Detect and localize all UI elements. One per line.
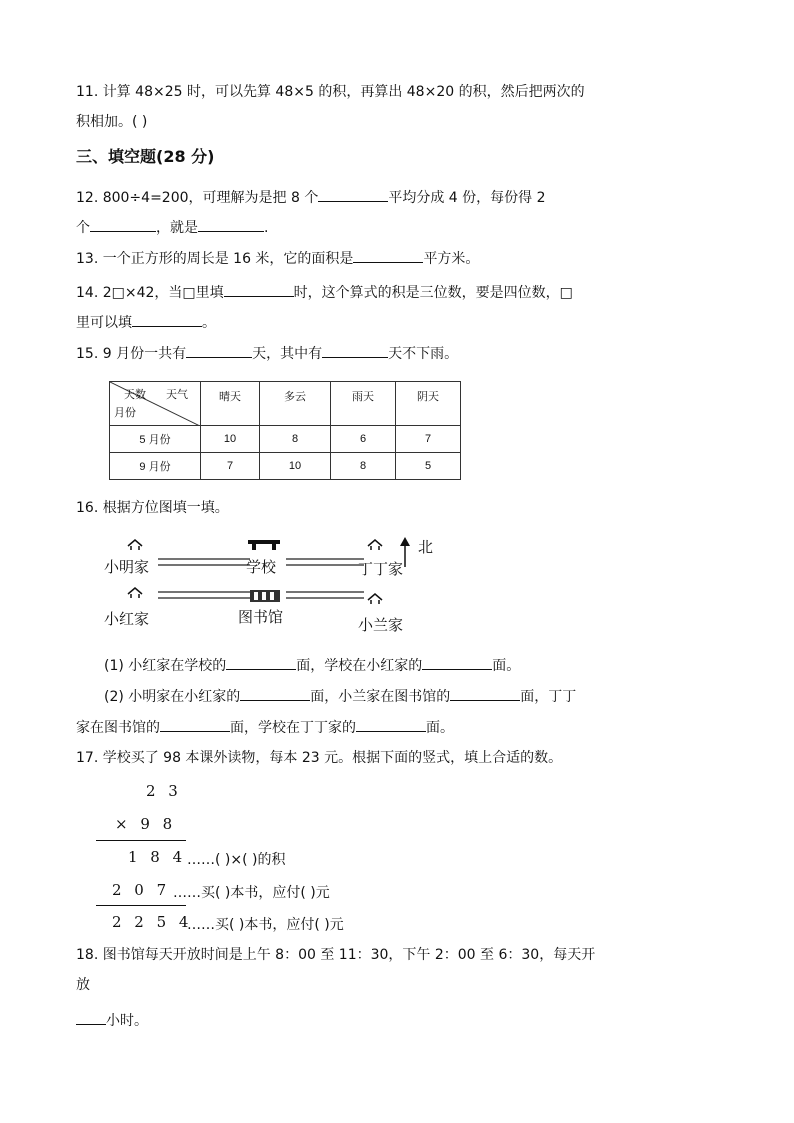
map-label-north: 北 <box>418 539 434 556</box>
q16-title: 16. 根据方位图填一填。 <box>76 500 229 516</box>
q14-text-3: 里可以填 <box>76 315 132 331</box>
q12-text-3: 个 <box>76 220 90 236</box>
q16-s2-text-5: 面，学校在丁丁家的 <box>230 720 356 736</box>
table-header: 多云 <box>260 382 331 426</box>
q13-line <box>76 248 479 268</box>
answer-blank[interactable] <box>422 655 492 670</box>
q15-text-2: 天，其中有 <box>252 346 323 362</box>
q16-s1-text-1: (1) 小红家在学校的 <box>104 658 227 674</box>
q15-text-1: 15. 9 月份一共有 <box>76 346 187 362</box>
q17-title: 17. 学校买了 98 本课外读物，每本 23 元。根据下面的竖式，填上合适的数。 <box>76 750 563 766</box>
q18-line3 <box>76 1010 148 1030</box>
table-cell: 6 <box>331 426 396 453</box>
calc-row-3: 1 8 4 <box>128 848 187 866</box>
calc-row-5: 2 2 5 4 <box>112 913 193 931</box>
calc-row-2: × 9 8 <box>115 815 177 833</box>
table-cell: 10 <box>260 453 331 480</box>
q16-sub2-line1 <box>104 686 576 706</box>
q18-line2: 放 <box>76 977 90 993</box>
q13-text-2: 平方米。 <box>423 251 480 267</box>
q12-text-5: . <box>264 220 269 236</box>
table-cell: 5 <box>396 453 461 480</box>
q14-text-1: 14. 2□×42，当□里填 <box>76 285 224 301</box>
answer-blank[interactable] <box>198 217 264 232</box>
answer-blank[interactable] <box>226 655 296 670</box>
direction-map <box>100 532 440 642</box>
q18-text-3: 小时。 <box>106 1013 148 1029</box>
table-cell: 10 <box>201 426 260 453</box>
answer-blank[interactable] <box>132 312 202 327</box>
answer-blank[interactable] <box>160 717 230 732</box>
answer-blank[interactable] <box>240 686 310 701</box>
q16-s2-text-6: 面。 <box>426 720 454 736</box>
map-label-school: 学校 <box>246 559 277 576</box>
table-row <box>110 426 461 453</box>
table-cell-month: 9 月份 <box>110 453 201 480</box>
q14-text-4: 。 <box>202 315 216 331</box>
q14-line2 <box>76 312 216 332</box>
answer-blank[interactable] <box>322 343 388 358</box>
table-corner-cell <box>110 382 201 426</box>
table-cell: 7 <box>201 453 260 480</box>
weather-table <box>109 381 461 480</box>
calc-divider <box>96 840 186 841</box>
q13-text-1: 13. 一个正方形的周长是 16 米，它的面积是 <box>76 251 354 267</box>
table-cell-month: 5 月份 <box>110 426 201 453</box>
answer-blank[interactable] <box>224 282 294 297</box>
q11-line1: 11. 计算 48×25 时，可以先算 48×5 的积，再算出 48×20 的积，然后把两次的 <box>76 84 585 100</box>
q16-s2-text-3: 面，丁丁 <box>520 689 577 705</box>
answer-blank[interactable] <box>90 217 156 232</box>
answer-blank[interactable] <box>450 686 520 701</box>
map-label-library: 图书馆 <box>238 609 284 626</box>
table-header: 阴天 <box>396 382 461 426</box>
map-label-xiaolan: 小兰家 <box>358 617 404 634</box>
q16-s2-text-4: 家在图书馆的 <box>76 720 160 736</box>
q12-text-2: 平均分成 4 份，每份得 2 <box>388 190 546 206</box>
q16-s1-text-2: 面，学校在小红家的 <box>296 658 423 674</box>
answer-blank[interactable] <box>353 248 423 263</box>
map-label-dingding: 丁丁家 <box>358 561 404 578</box>
calc-note-3: ……( )×( )的积 <box>187 852 286 868</box>
map-label-xiaoming: 小明家 <box>104 559 150 576</box>
q14-line1 <box>76 282 573 302</box>
calc-note-4: ……买( )本书，应付( )元 <box>173 885 330 901</box>
table-header: 晴天 <box>201 382 260 426</box>
corner-label-weather: 天气 <box>166 389 188 401</box>
q16-s2-text-1: (2) 小明家在小红家的 <box>104 689 241 705</box>
q14-text-2: 时，这个算式的积是三位数，要是四位数，□ <box>293 285 573 301</box>
map-label-xiaohong: 小红家 <box>104 611 150 628</box>
q16-s1-text-3: 面。 <box>492 658 521 674</box>
q12-line2 <box>76 217 268 237</box>
calc-divider <box>96 905 186 906</box>
q15-text-3: 天不下雨。 <box>388 346 459 362</box>
q12-text-4: ，就是 <box>156 220 198 236</box>
table-cell: 7 <box>396 426 461 453</box>
calc-row-1: 2 3 <box>146 782 182 800</box>
q16-s2-text-2: 面，小兰家在图书馆的 <box>310 689 451 705</box>
corner-label-month: 月份 <box>114 407 136 419</box>
answer-blank[interactable] <box>76 1010 106 1025</box>
q12-text-1: 12. 800÷4=200，可理解为是把 8 个 <box>76 190 319 206</box>
q11-line2: 积相加。( ) <box>76 114 148 130</box>
q18-line1: 18. 图书馆每天开放时间是上午 8：00 至 11：30，下午 2：00 至 6：30，每天开 <box>76 947 596 963</box>
table-cell: 8 <box>260 426 331 453</box>
answer-blank[interactable] <box>318 187 388 202</box>
answer-blank[interactable] <box>356 717 426 732</box>
q16-sub2-line2 <box>76 717 454 737</box>
q12-line1 <box>76 187 546 207</box>
q16-sub1 <box>104 655 520 675</box>
calc-note-5: ……买( )本书，应付( )元 <box>187 917 344 933</box>
section-title: 三、填空题(28 分) <box>76 147 215 166</box>
q15-line <box>76 343 458 363</box>
table-cell: 8 <box>331 453 396 480</box>
answer-blank[interactable] <box>186 343 252 358</box>
table-header: 雨天 <box>331 382 396 426</box>
table-row <box>110 453 461 480</box>
corner-label-days: 天数 <box>124 389 146 401</box>
calc-row-4: 2 0 7 <box>112 881 171 899</box>
